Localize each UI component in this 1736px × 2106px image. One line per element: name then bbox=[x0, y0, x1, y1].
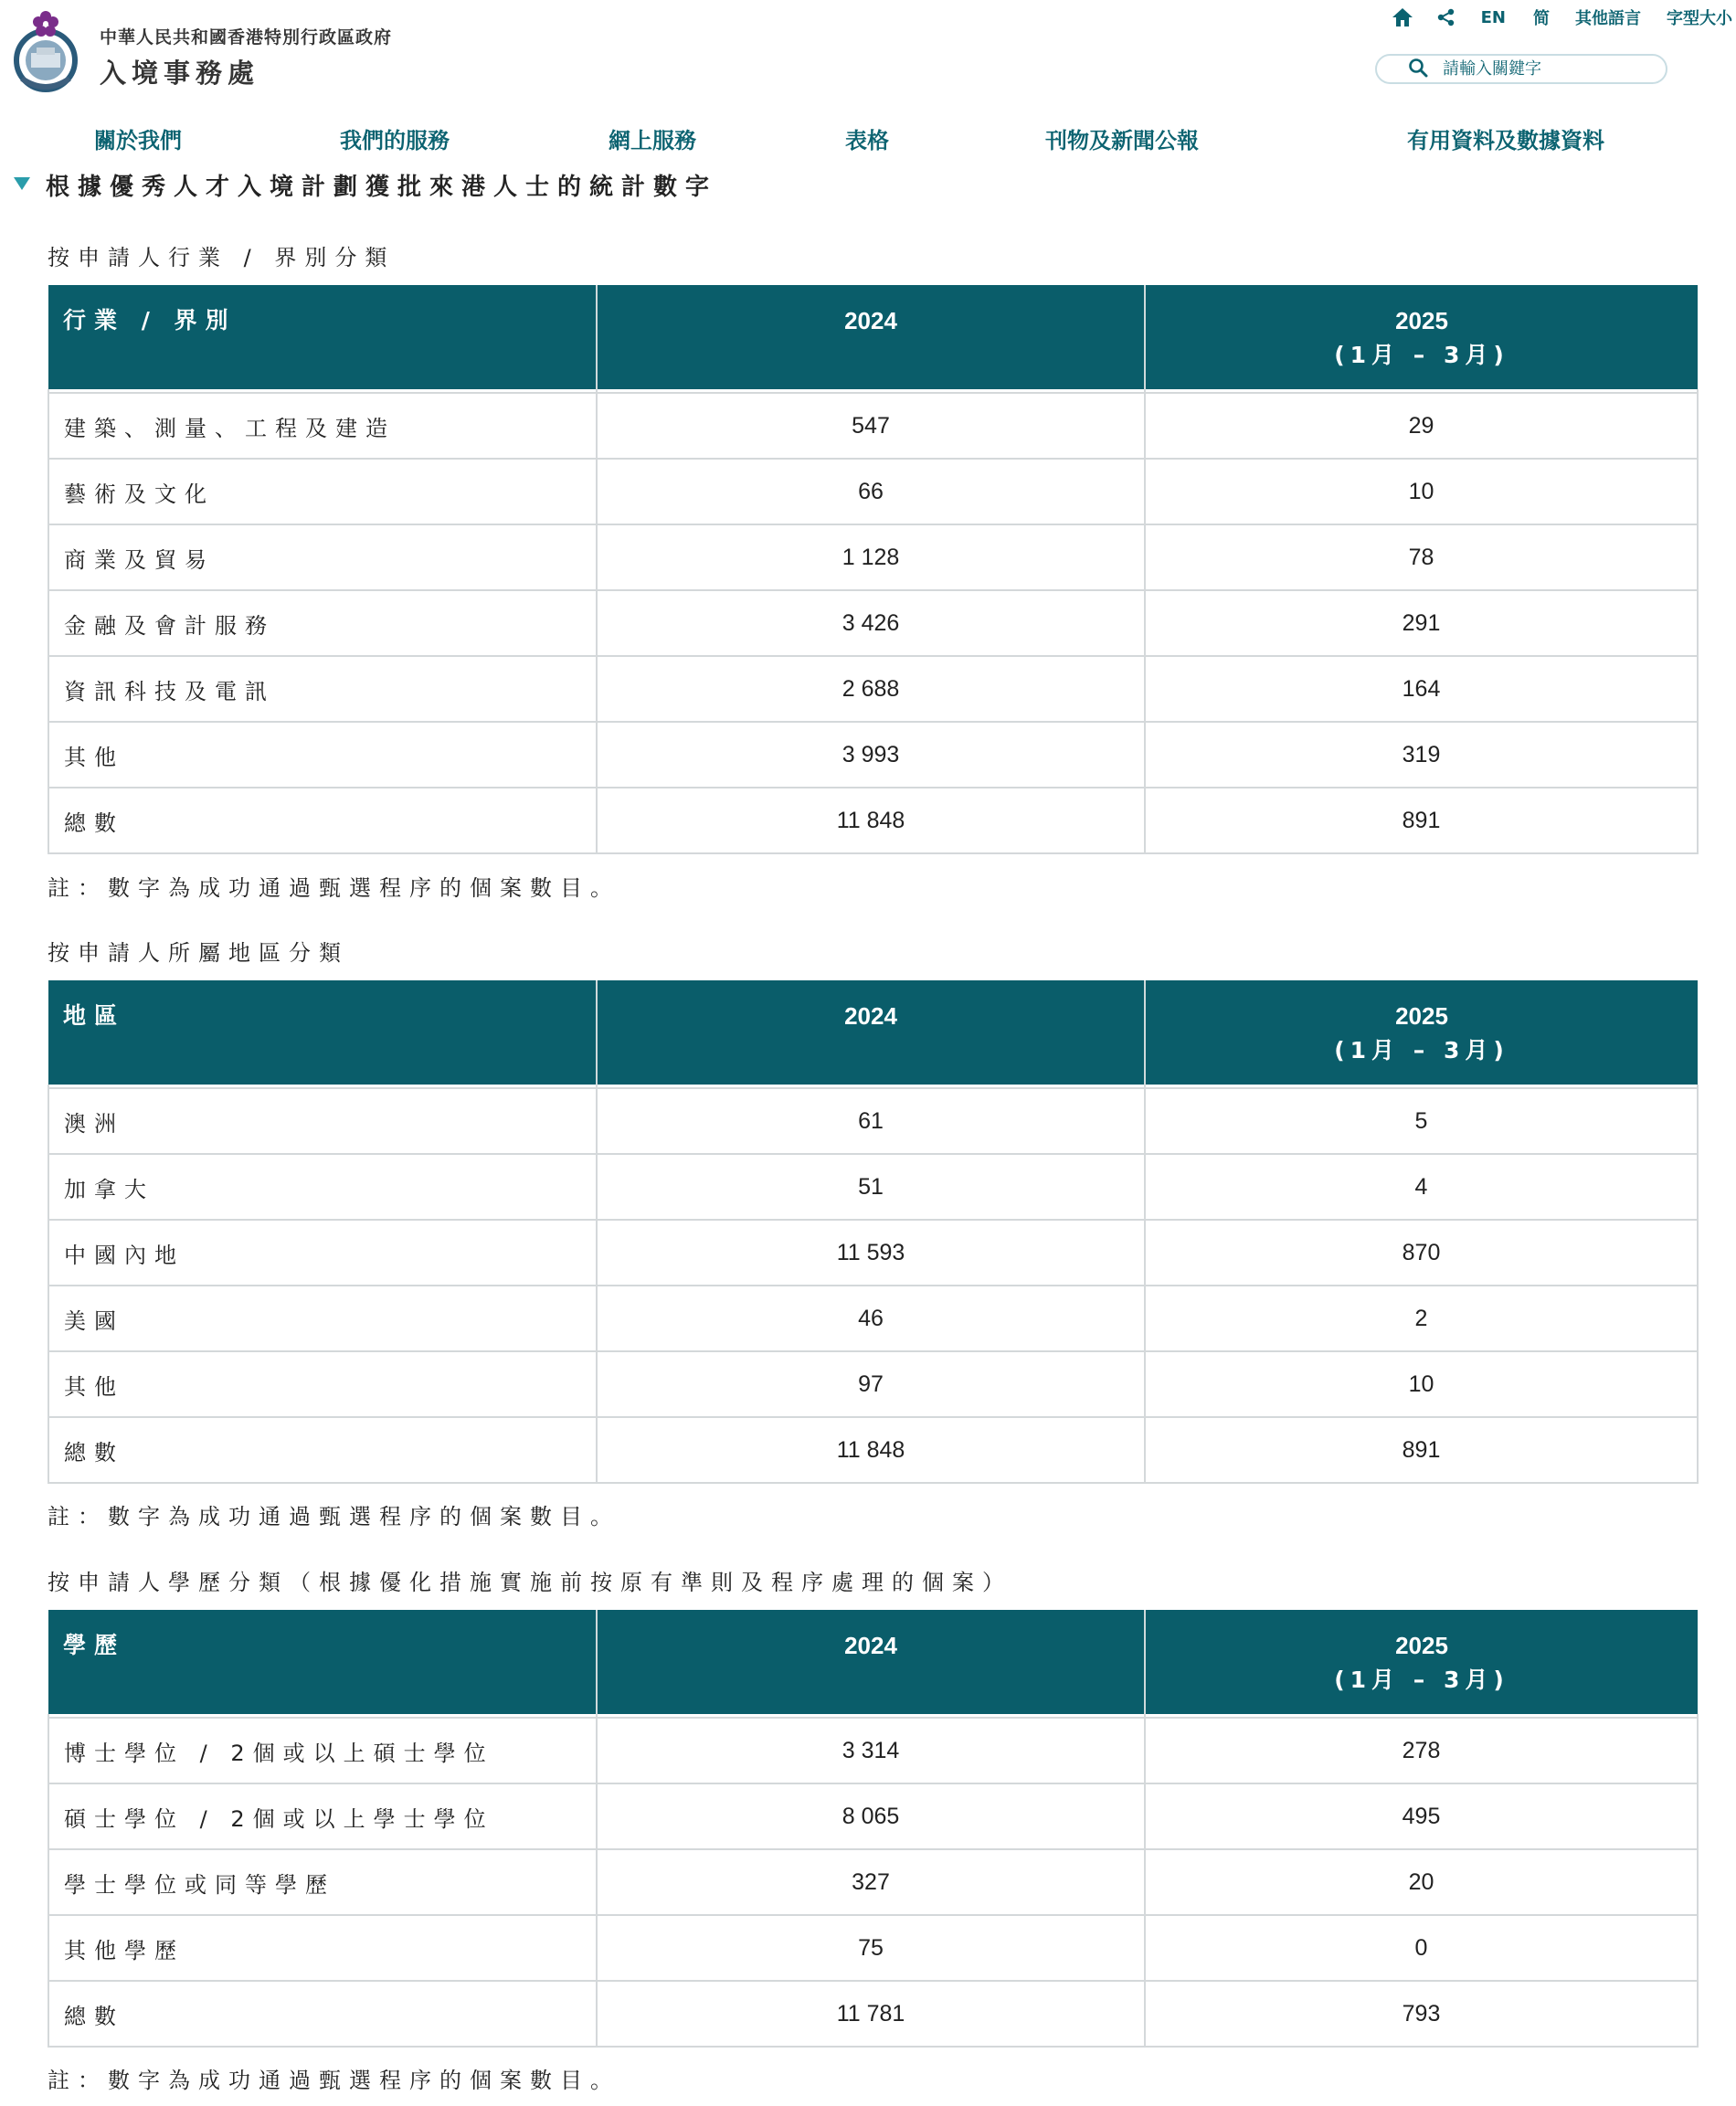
nav-e-services[interactable]: 網上服務 bbox=[609, 128, 696, 153]
table-row-total bbox=[48, 788, 1698, 853]
table-row bbox=[48, 459, 1698, 524]
search-input[interactable] bbox=[1443, 59, 1653, 79]
row-label: 博士學位 / 2個或以上碩士學位 bbox=[48, 1718, 597, 1783]
row-label: 建築、測量、工程及建造 bbox=[48, 393, 597, 459]
year-2025-range: (1月 – 3月) bbox=[1334, 342, 1509, 368]
year-2025-range: (1月 – 3月) bbox=[1334, 1037, 1509, 1064]
share-icon[interactable] bbox=[1437, 8, 1455, 26]
row-label: 澳洲 bbox=[48, 1088, 597, 1154]
region-table bbox=[48, 980, 1699, 1484]
value-2025: 278 bbox=[1145, 1718, 1698, 1783]
education-table-note: 註：數字為成功通過甄選程序的個案數目。 bbox=[48, 2068, 620, 2093]
value-2025: 891 bbox=[1145, 788, 1698, 853]
home-icon[interactable] bbox=[1392, 7, 1413, 27]
value-2024: 51 bbox=[597, 1154, 1145, 1220]
row-label: 其他學歷 bbox=[48, 1915, 597, 1981]
english-link[interactable]: EN bbox=[1480, 7, 1506, 27]
value-2024: 66 bbox=[597, 459, 1145, 524]
table-header-row bbox=[48, 980, 1698, 1085]
value-2025: 10 bbox=[1145, 1351, 1698, 1417]
value-2024: 327 bbox=[597, 1849, 1145, 1915]
industry-table-note: 註：數字為成功通過甄選程序的個案數目。 bbox=[48, 875, 620, 901]
collapse-triangle-icon[interactable] bbox=[13, 176, 31, 195]
industry-table bbox=[48, 285, 1699, 854]
value-2024: 61 bbox=[597, 1088, 1145, 1154]
column-header-industry: 行業 / 界別 bbox=[48, 285, 597, 389]
education-section-caption: 按申請人學歷分類（根據優化措施實施前按原有準則及程序處理的個案） bbox=[48, 1570, 1012, 1595]
table-row bbox=[48, 1088, 1698, 1154]
year-2024: 2024 bbox=[844, 1002, 897, 1030]
industry-section-caption: 按申請人行業 / 界別分類 bbox=[48, 245, 396, 270]
value-2025: 2 bbox=[1145, 1286, 1698, 1351]
table-row bbox=[48, 722, 1698, 788]
row-label: 加拿大 bbox=[48, 1154, 597, 1220]
nav-forms[interactable]: 表格 bbox=[845, 128, 889, 153]
year-2025-range: (1月 – 3月) bbox=[1334, 1667, 1509, 1693]
value-2025: 20 bbox=[1145, 1849, 1698, 1915]
column-header-2024 bbox=[597, 285, 1145, 389]
table-row bbox=[48, 656, 1698, 722]
region-section-caption: 按申請人所屬地區分類 bbox=[48, 940, 349, 966]
page-title: 根據優秀人才入境計劃獲批來港人士的統計數字 bbox=[46, 174, 718, 201]
year-2025: 2025 bbox=[1395, 1002, 1448, 1030]
value-2024: 1 128 bbox=[597, 524, 1145, 590]
row-label: 資訊科技及電訊 bbox=[48, 656, 597, 722]
row-label: 金融及會計服務 bbox=[48, 590, 597, 656]
year-2025: 2025 bbox=[1395, 307, 1448, 334]
region-table-note: 註：數字為成功通過甄選程序的個案數目。 bbox=[48, 1504, 620, 1529]
row-label: 碩士學位 / 2個或以上學士學位 bbox=[48, 1783, 597, 1849]
table-row bbox=[48, 590, 1698, 656]
education-table bbox=[48, 1610, 1699, 2048]
value-2024: 8 065 bbox=[597, 1783, 1145, 1849]
nav-about-us[interactable]: 關於我們 bbox=[94, 128, 182, 153]
column-header-2025 bbox=[1145, 980, 1698, 1085]
value-2024: 3 426 bbox=[597, 590, 1145, 656]
nav-publications-press-releases[interactable]: 刊物及新聞公報 bbox=[1045, 128, 1199, 153]
row-label: 美國 bbox=[48, 1286, 597, 1351]
table-row bbox=[48, 1783, 1698, 1849]
value-2024: 11 593 bbox=[597, 1220, 1145, 1286]
table-row bbox=[48, 1351, 1698, 1417]
value-2025: 4 bbox=[1145, 1154, 1698, 1220]
table-row bbox=[48, 1849, 1698, 1915]
nav-useful-information-statistics[interactable]: 有用資料及數據資料 bbox=[1407, 128, 1604, 153]
value-2024: 75 bbox=[597, 1915, 1145, 1981]
simplified-chinese-link[interactable]: 简 bbox=[1533, 9, 1550, 28]
search-icon[interactable] bbox=[1408, 58, 1428, 81]
value-2025: 891 bbox=[1145, 1417, 1698, 1483]
value-2025: 164 bbox=[1145, 656, 1698, 722]
page-title-row[interactable] bbox=[13, 168, 717, 202]
value-2024: 11 848 bbox=[597, 1417, 1145, 1483]
row-label: 學士學位或同等學歷 bbox=[48, 1849, 597, 1915]
table-row bbox=[48, 1154, 1698, 1220]
search-box[interactable] bbox=[1375, 54, 1667, 84]
table-row-total bbox=[48, 1417, 1698, 1483]
value-2025: 10 bbox=[1145, 459, 1698, 524]
table-row bbox=[48, 524, 1698, 590]
column-header-2024 bbox=[597, 1610, 1145, 1714]
main-navigation bbox=[0, 122, 1736, 159]
table-row bbox=[48, 1286, 1698, 1351]
value-2025: 0 bbox=[1145, 1915, 1698, 1981]
value-2025: 291 bbox=[1145, 590, 1698, 656]
value-2024: 46 bbox=[597, 1286, 1145, 1351]
row-label: 其他 bbox=[48, 722, 597, 788]
nav-our-services[interactable]: 我們的服務 bbox=[340, 128, 450, 153]
value-2024: 97 bbox=[597, 1351, 1145, 1417]
column-header-education: 學歷 bbox=[48, 1610, 597, 1714]
value-2025: 870 bbox=[1145, 1220, 1698, 1286]
top-utility-links bbox=[1392, 5, 1732, 29]
year-2025: 2025 bbox=[1395, 1632, 1448, 1659]
row-label: 總數 bbox=[48, 1981, 597, 2047]
table-row bbox=[48, 1718, 1698, 1783]
value-2024: 11 848 bbox=[597, 788, 1145, 853]
other-languages-link[interactable]: 其他語言 bbox=[1575, 9, 1641, 28]
value-2025: 5 bbox=[1145, 1088, 1698, 1154]
value-2024: 3 993 bbox=[597, 722, 1145, 788]
value-2024: 2 688 bbox=[597, 656, 1145, 722]
table-row bbox=[48, 1220, 1698, 1286]
government-name: 中華人民共和國香港特別行政區政府 bbox=[100, 27, 393, 48]
font-size-link[interactable]: 字型大小 bbox=[1667, 9, 1732, 28]
value-2025: 29 bbox=[1145, 393, 1698, 459]
column-header-2025 bbox=[1145, 1610, 1698, 1714]
department-name[interactable]: 入境事務處 bbox=[100, 58, 260, 89]
value-2025: 319 bbox=[1145, 722, 1698, 788]
value-2025: 793 bbox=[1145, 1981, 1698, 2047]
immd-logo[interactable] bbox=[9, 7, 82, 99]
table-row-total bbox=[48, 1981, 1698, 2047]
table-row bbox=[48, 1915, 1698, 1981]
row-label: 商業及貿易 bbox=[48, 524, 597, 590]
value-2024: 547 bbox=[597, 393, 1145, 459]
table-header-row bbox=[48, 1610, 1698, 1714]
table-header-row bbox=[48, 285, 1698, 389]
value-2025: 78 bbox=[1145, 524, 1698, 590]
year-2024: 2024 bbox=[844, 1632, 897, 1659]
row-label: 總數 bbox=[48, 1417, 597, 1483]
value-2024: 11 781 bbox=[597, 1981, 1145, 2047]
table-row bbox=[48, 393, 1698, 459]
value-2025: 495 bbox=[1145, 1783, 1698, 1849]
row-label: 其他 bbox=[48, 1351, 597, 1417]
row-label: 中國內地 bbox=[48, 1220, 597, 1286]
row-label: 總數 bbox=[48, 788, 597, 853]
row-label: 藝術及文化 bbox=[48, 459, 597, 524]
column-header-2024 bbox=[597, 980, 1145, 1085]
value-2024: 3 314 bbox=[597, 1718, 1145, 1783]
column-header-2025 bbox=[1145, 285, 1698, 389]
column-header-region: 地區 bbox=[48, 980, 597, 1085]
year-2024: 2024 bbox=[844, 307, 897, 334]
